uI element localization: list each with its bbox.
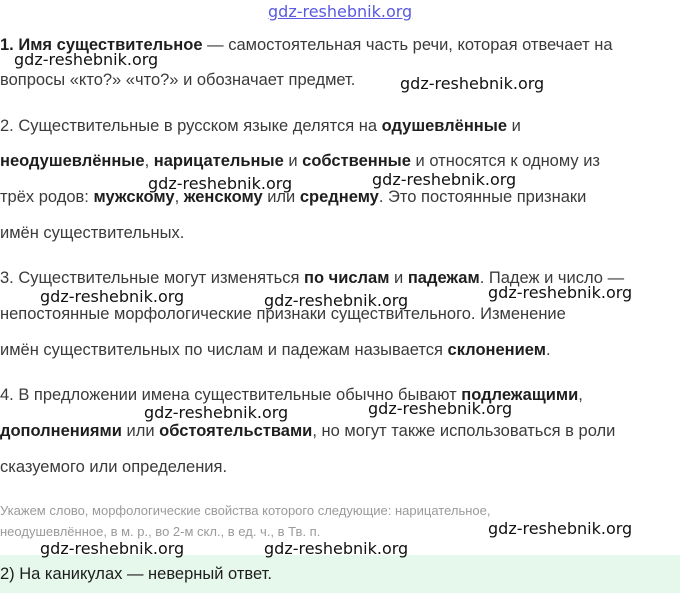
p4-line-3: сказуемого или определения. (0, 458, 228, 476)
watermark: gdz-reshebnik.org (40, 287, 185, 306)
watermark: gdz-reshebnik.org (400, 74, 545, 93)
watermark: gdz-reshebnik.org (488, 519, 633, 538)
p2-term-inanimate: неодушевлённые (0, 152, 145, 170)
answer-banner (0, 555, 680, 593)
p3-text: и (389, 269, 408, 287)
watermark: gdz-reshebnik.org (40, 539, 185, 558)
answer-text: 2) На каникулах — неверный ответ. (0, 565, 272, 583)
p3-text: имён существительных по числам и падежам называется (0, 341, 448, 359)
p4-text: , (578, 386, 583, 404)
watermark-top[interactable]: gdz-reshebnik.org (268, 2, 413, 21)
p2-text: или (262, 188, 300, 206)
p2-text: трёх родов: (0, 188, 94, 206)
p3-text: 3. Существительные могут изменяться (0, 269, 305, 287)
p1-text: — самостоятельная часть речи, которая отвечает на (202, 36, 613, 54)
p2-term-common: нарицательные (153, 152, 284, 170)
watermark: gdz-reshebnik.org (372, 170, 517, 189)
p2-text: . Это постоянные признаки (378, 188, 587, 206)
p2-line-3 (0, 187, 586, 207)
p3-term-cases: падежам (407, 269, 480, 287)
p2-text: и относятся к одному из (410, 152, 601, 170)
watermark: gdz-reshebnik.org (148, 174, 293, 193)
p2-line-2 (0, 151, 600, 171)
p4-term-subjects: подлежащими (461, 386, 579, 404)
p2-term-proper: собственные (302, 152, 411, 170)
p4-term-adverbials: обстоятельствами (159, 422, 313, 440)
p2-line-4: имён существительных. (0, 224, 185, 242)
p4-text: или (121, 422, 160, 440)
p4-line-2 (0, 421, 615, 441)
task-line-1: Укажем слово, морфологические свойства которого следующие: нарицательное, (0, 503, 491, 518)
p2-term-feminine: женскому (183, 188, 263, 206)
p3-line-3 (0, 340, 551, 360)
p2-text: , (144, 152, 154, 170)
task-line-2: неодушевлённое, в м. р., во 2-м скл., в ед. ч., в Тв. п. (0, 524, 321, 539)
watermark: gdz-reshebnik.org (368, 399, 513, 418)
p3-text: . (545, 341, 551, 359)
p2-term-animate: одушевлённые (381, 117, 508, 135)
p2-term-neuter: среднему (299, 188, 379, 206)
p2-text: и (507, 117, 521, 135)
p3-term-declension: склонением (447, 341, 546, 359)
p1-term: Имя существительное (18, 36, 203, 54)
p4-term-objects: дополнениями (0, 422, 122, 440)
p2-term-masculine: мужскому (93, 188, 175, 206)
p1-number: 1. (0, 36, 19, 54)
p4-text: , но могут также использоваться в роли (312, 422, 616, 440)
p1-line-2: вопросы «кто?» «что?» и обозначает предмет. (0, 71, 356, 89)
watermark: gdz-reshebnik.org (264, 539, 409, 558)
p3-term-numbers: по числам (304, 269, 390, 287)
p3-line-2: непостоянные морфологические признаки существительного. Изменение (0, 305, 566, 323)
watermark: gdz-reshebnik.org (264, 291, 409, 310)
watermark: gdz-reshebnik.org (144, 403, 289, 422)
p2-text: и (283, 152, 303, 170)
p2-text: , (174, 188, 184, 206)
p3-text: . Падеж и число — (479, 269, 625, 287)
p4-text: 4. В предложении имена существительные обычно бывают (0, 386, 462, 404)
p2-text: 2. Существительные в русском языке делятся на (0, 117, 382, 135)
watermark: gdz-reshebnik.org (488, 283, 633, 302)
p2-line-1 (0, 116, 521, 136)
watermark: gdz-reshebnik.org (14, 50, 159, 69)
